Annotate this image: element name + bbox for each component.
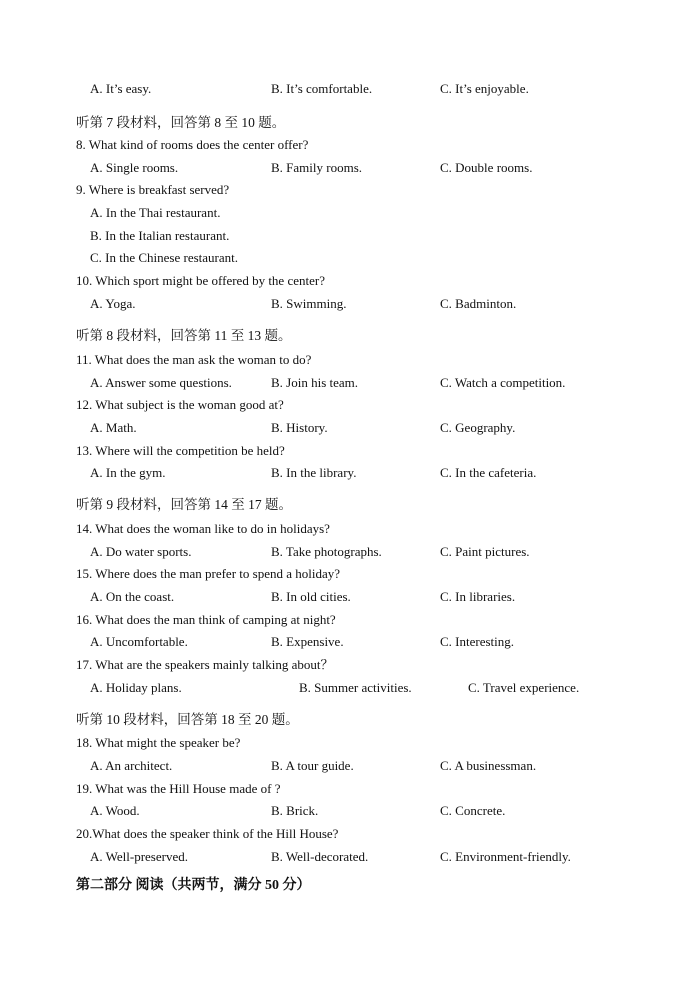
question-14: 14. What does the woman like to do in holidays? [76, 521, 330, 536]
q17-option-c: C. Travel experience. [468, 680, 580, 695]
q12-option-c: C. Geography. [440, 420, 516, 435]
q8-option-a: A. Single rooms. [90, 160, 179, 175]
q9-option-c: C. In the Chinese restaurant. [90, 250, 239, 265]
q9-option-a: A. In the Thai restaurant. [90, 205, 221, 220]
option-c: C. It’s enjoyable. [440, 81, 529, 96]
q19-option-c: C. Concrete. [440, 803, 506, 818]
q15-option-b: B. In old cities. [271, 589, 351, 604]
section-heading-9: 听第 9 段材料，回答第 14 至 17 题。 [76, 497, 292, 512]
question-8: 8. What kind of rooms does the center offer? [76, 137, 309, 152]
q16-option-b: B. Expensive. [271, 634, 344, 649]
q18-option-a: A. An architect. [90, 758, 173, 773]
q13-option-a: A. In the gym. [90, 465, 166, 480]
q20-option-c: C. Environment-friendly. [440, 849, 571, 864]
q11-option-c: C. Watch a competition. [440, 375, 566, 390]
q20-option-b: B. Well-decorated. [271, 849, 369, 864]
q14-option-c: C. Paint pictures. [440, 544, 530, 559]
section-heading-7: 听第 7 段材料，回答第 8 至 10 题。 [76, 115, 286, 130]
q12-option-b: B. History. [271, 420, 328, 435]
q11-option-b: B. Join his team. [271, 375, 359, 390]
question-9: 9. Where is breakfast served? [76, 182, 230, 197]
q10-option-c: C. Badminton. [440, 296, 517, 311]
q18-option-b: B. A tour guide. [271, 758, 354, 773]
option-b: B. It’s comfortable. [271, 81, 373, 96]
section-heading-10: 听第 10 段材料，回答第 18 至 20 题。 [76, 712, 299, 727]
question-18: 18. What might the speaker be? [76, 735, 241, 750]
question-10: 10. Which sport might be offered by the center? [76, 273, 325, 288]
q18-option-c: C. A businessman. [440, 758, 537, 773]
q15-option-a: A. On the coast. [90, 589, 175, 604]
question-15: 15. Where does the man prefer to spend a holiday? [76, 566, 340, 581]
q11-option-a: A. Answer some questions. [90, 375, 232, 390]
q20-option-a: A. Well-preserved. [90, 849, 188, 864]
q15-option-c: C. In libraries. [440, 589, 516, 604]
option-a: A. It’s easy. [90, 81, 152, 96]
question-17: 17. What are the speakers mainly talking about？ [76, 657, 334, 672]
q13-option-c: C. In the cafeteria. [440, 465, 537, 480]
q10-option-a: A. Yoga. [90, 296, 136, 311]
section-heading-8: 听第 8 段材料，回答第 11 至 13 题。 [76, 328, 292, 343]
q17-option-a: A. Holiday plans. [90, 680, 182, 695]
q16-option-a: A. Uncomfortable. [90, 634, 188, 649]
q10-option-b: B. Swimming. [271, 296, 347, 311]
q17-option-b: B. Summer activities. [299, 680, 412, 695]
q19-option-a: A. Wood. [90, 803, 140, 818]
question-11: 11. What does the man ask the woman to do? [76, 352, 312, 367]
question-13: 13. Where will the competition be held? [76, 443, 285, 458]
question-16: 16. What does the man think of camping at night? [76, 612, 336, 627]
q13-option-b: B. In the library. [271, 465, 357, 480]
q8-option-b: B. Family rooms. [271, 160, 363, 175]
q14-option-b: B. Take photographs. [271, 544, 382, 559]
question-12: 12. What subject is the woman good at? [76, 397, 284, 412]
q9-option-b: B. In the Italian restaurant. [90, 228, 230, 243]
q8-option-c: C. Double rooms. [440, 160, 533, 175]
q14-option-a: A. Do water sports. [90, 544, 192, 559]
part-two-heading: 第二部分 阅读（共两节，满分 50 分） [76, 878, 311, 893]
question-19: 19. What was the Hill House made of ? [76, 781, 281, 796]
question-20: 20.What does the speaker think of the Hill House? [76, 826, 339, 841]
q19-option-b: B. Brick. [271, 803, 319, 818]
q16-option-c: C. Interesting. [440, 634, 515, 649]
q12-option-a: A. Math. [90, 420, 137, 435]
